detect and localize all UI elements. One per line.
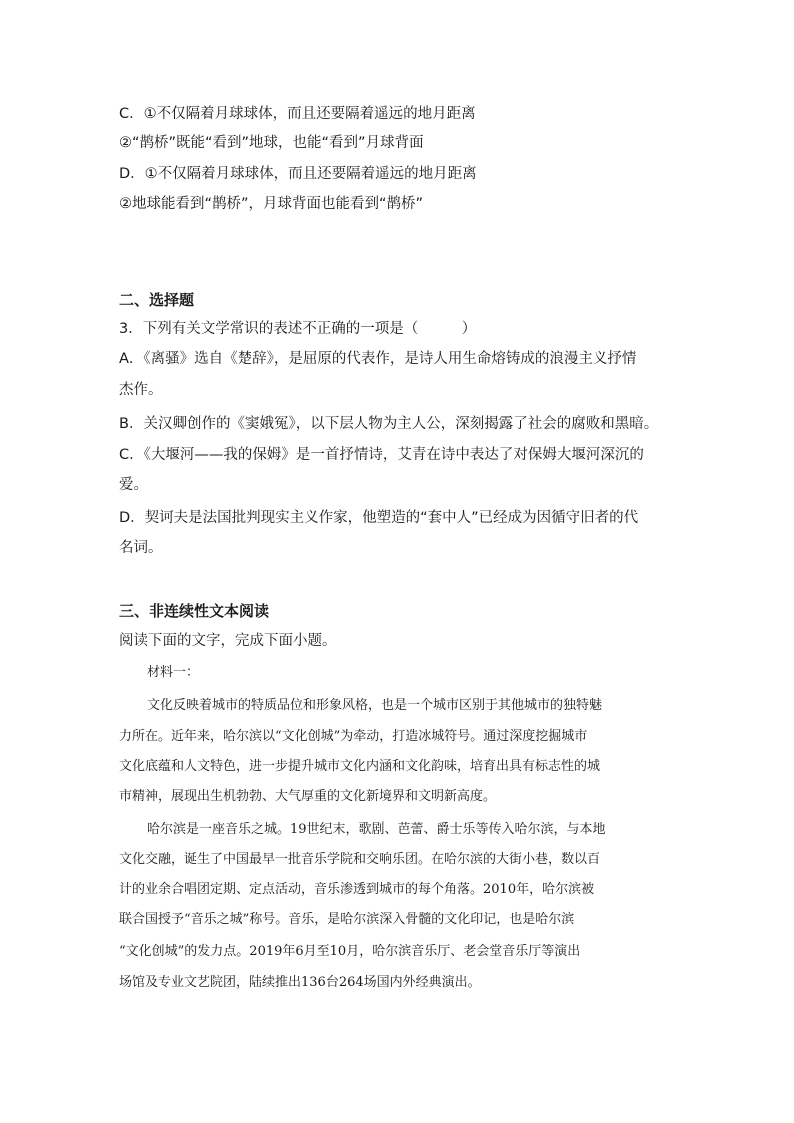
- section-heading: 三、非连续性文本阅读: [119, 602, 270, 620]
- option-c-line1: C．①不仅隔着月球球体，而且还要隔着遥远的地月距离: [119, 106, 476, 122]
- paragraph-line: 哈尔滨是一座音乐之城。19世纪末，歌剧、芭蕾、爵士乐等传入哈尔滨，与本地: [147, 822, 606, 837]
- paragraph-line: 文化底蕴和人文特色，进一步提升城市文化内涵和文化韵味，培育出具有标志性的城: [119, 759, 601, 774]
- paragraph-line: 力所在。近年来，哈尔滨以“文化创城”为牵动，打造冰城符号。通过深度挖掘城市: [119, 729, 588, 744]
- option-d-line1: D．契诃夫是法国批判现实主义作家，他塑造的“套中人”已经成为因循守旧者的代: [119, 510, 639, 526]
- option-d-line1: D．①不仅隔着月球球体，而且还要隔着遥远的地月距离: [119, 166, 477, 182]
- option-a-line1: A．《离骚》选自《楚辞》，是屈原的代表作，是诗人用生命熔铸成的浪漫主义抒情: [119, 351, 637, 367]
- option-c-line1: C．《大堰河——我的保姆》是一首抒情诗，艾青在诗中表达了对保姆大堰河深沉的: [119, 447, 644, 463]
- paragraph-line: 计的业余合唱团定期、定点活动，音乐渗透到城市的每个角落。2010年，哈尔滨被: [119, 882, 595, 897]
- paragraph-line: 市精神，展现出生机勃勃、大气厚重的文化新境界和文明新高度。: [119, 789, 497, 804]
- paragraph-line: 文化反映着城市的特质品位和形象风格，也是一个城市区别于其他城市的独特魅: [147, 698, 603, 713]
- paragraph-line: “文化创城”的发力点。2019年6月至10月，哈尔滨音乐厅、老会堂音乐厅等演出: [119, 944, 581, 959]
- option-c-line2: 爱。: [119, 477, 148, 493]
- paragraph-line: 场馆及专业文艺院团，陆续推出136台264场国内外经典演出。: [119, 975, 481, 990]
- option-c-line2: ②“鹊桥”既能“看到”地球，也能“看到”月球背面: [119, 135, 424, 151]
- option-d-line2: 名词。: [119, 540, 163, 556]
- option-d-line2: ②地球能看到“鹊桥”，月球背面也能看到“鹊桥”: [119, 196, 424, 212]
- option-a-line2: 杰作。: [119, 382, 163, 398]
- option-b: B．关汉卿创作的《窦娥冤》，以下层人物为主人公，深刻揭露了社会的腐败和黑暗。: [119, 416, 659, 432]
- paragraph-line: 文化交融，诞生了中国最早一批音乐学院和交响乐团。在哈尔滨的大街小巷，数以百: [119, 852, 601, 867]
- reading-instruction: 阅读下面的文字，完成下面小题。: [119, 633, 337, 649]
- section-heading: 二、选择题: [119, 291, 195, 309]
- question-3: 3．下列有关文学常识的表述不正确的一项是（ ）: [119, 321, 477, 337]
- paragraph-line: 联合国授予“音乐之城”称号。音乐，是哈尔滨深入骨髓的文化印记，也是哈尔滨: [119, 912, 575, 927]
- material-label: 材料一：: [147, 665, 200, 680]
